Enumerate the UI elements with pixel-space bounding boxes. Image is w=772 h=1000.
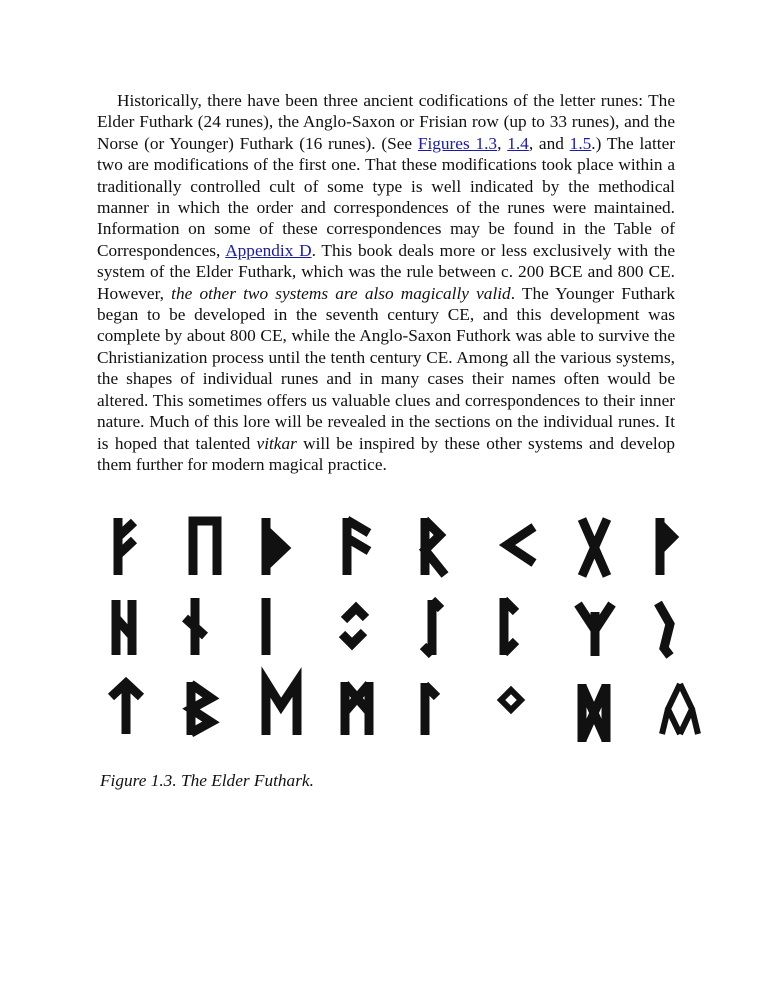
rune-hagalaz-icon bbox=[116, 600, 132, 655]
text-run: , and bbox=[528, 133, 570, 153]
rune-naudhiz-icon bbox=[185, 598, 205, 655]
text-run: . The Younger Futhark began to be developed in the seventh century CE, and this development was complete by about 800 CE, while the Anglo-Saxon Futhork was able to survive the Christianization process until the tenth century CE. Among all the various systems, the shapes of individual runes and in many cases their names often would be altered. This sometimes offers us valuable clues and correspondences to their inner nature. Much of this lore will be revealed in the sections on the individual runes. It is hoped that talented bbox=[97, 283, 675, 453]
text-run: will be inspired by these other systems and develop them further for modern magical practice. bbox=[97, 433, 675, 474]
rune-dagaz-icon bbox=[582, 684, 606, 742]
rune-othala-icon bbox=[662, 684, 698, 734]
rune-ingwaz-icon bbox=[501, 690, 521, 710]
emphasis-text: the other two systems are also magically valid bbox=[171, 283, 511, 303]
rune-fehu-icon bbox=[118, 518, 134, 575]
rune-ansuz-icon bbox=[347, 518, 369, 575]
link-figure-1-4[interactable]: 1.4 bbox=[507, 133, 529, 153]
text-run: .) The latter two are modifications of the first one. That these modifications took place within a traditionally controlled cult of some type is well indicated by the methodical manner in which the order and correspondences of the runes were maintained. Information on some of these correspondences may be found in the Table of Correspondences, bbox=[97, 133, 675, 260]
emphasis-vitkar: vitkar bbox=[256, 433, 297, 453]
text-run: Historically, there have been three ancient codifications of the letter runes: The Elder Futhark (24 runes), the Anglo-Saxon or Frisian row (up to 33 runes), and the Norse (or Younger) Futhark (16 runes). (See bbox=[97, 91, 675, 153]
link-appendix-d[interactable]: Appendix D bbox=[225, 240, 312, 260]
rune-algiz-icon bbox=[578, 604, 612, 656]
rune-ehwaz-icon bbox=[266, 682, 297, 735]
rune-thurisaz-icon bbox=[266, 518, 287, 575]
link-figures-1-3[interactable]: Figures 1.3 bbox=[417, 133, 498, 153]
rune-eihwaz-icon bbox=[423, 600, 441, 655]
rune-uruz-icon bbox=[193, 521, 217, 575]
text-run: . This book deals more or less exclusively with the system of the Elder Futhark, which was the rule between c. 200 BCE and 800 CE. However, bbox=[97, 240, 675, 303]
rune-mannaz-icon bbox=[345, 682, 369, 735]
rune-wunjo-icon bbox=[660, 518, 675, 575]
rune-tiwaz-icon bbox=[111, 683, 141, 734]
rune-berkano-icon bbox=[191, 682, 211, 735]
rune-kenaz-icon bbox=[507, 527, 534, 563]
rune-raidho-icon bbox=[425, 518, 445, 575]
rune-jera-icon bbox=[342, 608, 366, 644]
text-run: , bbox=[497, 133, 508, 153]
rune-sowilo-icon bbox=[658, 603, 670, 656]
rune-perthro-icon bbox=[504, 598, 516, 655]
link-figure-1-5[interactable]: 1.5 bbox=[569, 133, 592, 153]
rune-gebo-icon bbox=[582, 519, 607, 576]
figure-caption: Figure 1.3. The Elder Futhark. bbox=[100, 771, 314, 790]
rune-laguz-icon bbox=[425, 683, 437, 735]
